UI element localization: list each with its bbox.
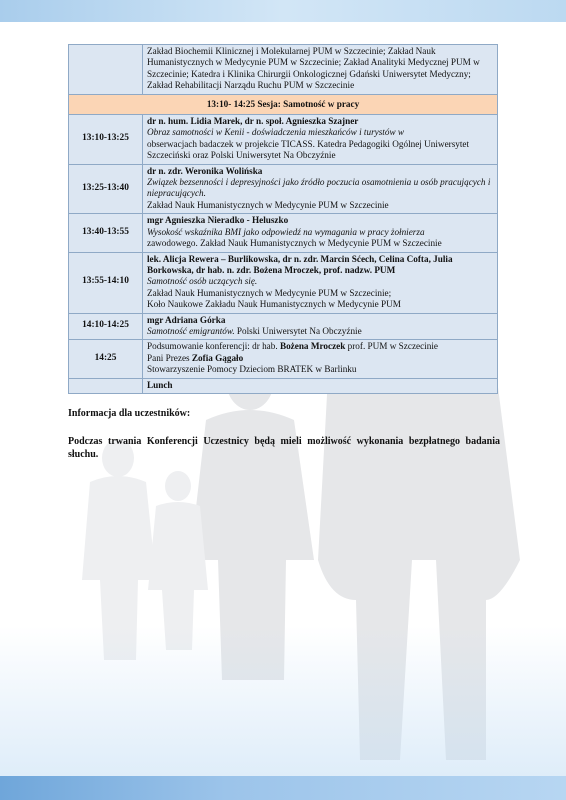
presentation-cell (143, 214, 498, 252)
summary-name-2: Zofia Gągało (191, 352, 244, 363)
presentation-cell (143, 164, 498, 214)
time-cell: 13:40-13:55 (69, 214, 143, 252)
summary-prefix-2: Pani Prezes (147, 352, 190, 363)
time-cell: 13:55-14:10 (69, 252, 143, 313)
summary-cell (143, 340, 498, 378)
talk-title: Wysokość wskaźnika BMI jako odpowiedź na wymagania w pracy żołnierza (147, 226, 425, 237)
table-row (69, 252, 498, 313)
table-row (69, 164, 498, 214)
affiliation-text: Zakład Biochemii Klinicznej i Molekularnej PUM w Szczecinie; Zakład Nauk Humanistycznych w Medycynie PUM w Szczecinie; Zakład Analityki Medycznej PUM w Szczecinie; Katedra i Klinika Chirurgii Onkologicznej Gdański Uniwersytet Medyczny; Zakład Rehabilitacji Narządu Ruchu PUM w Szczecinie (147, 46, 480, 91)
speakers: dr n. zdr. Weronika Wolińska (147, 165, 263, 176)
session-title: 13:10- 14:25 Sesja: Samotność w pracy (69, 94, 498, 114)
presentation-cell (143, 313, 498, 340)
speakers: dr n. hum. Lidia Marek, dr n. społ. Agnieszka Szajner (147, 116, 359, 127)
table-row (69, 115, 498, 165)
affiliation: Zakład Nauk Humanistycznych w Medycynie PUM w Szczecinie; (147, 287, 392, 298)
lunch-cell (143, 378, 498, 393)
presentation-cell (143, 252, 498, 313)
affiliation-second: Koło Naukowe Zakładu Nauk Humanistycznych w Medycynie PUM (147, 299, 401, 310)
talk-title: Związek bezsenności i depresyjności jako źródło poczucia osamotnienia u osób pracujących i niepracujących. (147, 177, 491, 199)
affiliation: Polski Uniwersytet Na Obczyźnie (236, 325, 362, 336)
summary-suffix: prof. PUM w Szczecinie (347, 341, 438, 352)
table-row (69, 378, 498, 393)
summary-name: Bożena Mroczek (279, 341, 346, 352)
info-heading: Informacja dla uczestników: (68, 407, 191, 419)
summary-organization: Stowarzyszenie Pomocy Dzieciom BRATEK w Barlinku (147, 364, 357, 375)
talk-title: Samotność osób uczących się. (147, 276, 258, 287)
bottom-gradient-glow (0, 626, 566, 776)
table-row (69, 214, 498, 252)
table-row (69, 313, 498, 340)
info-text: Podczas trwania Konferencji Uczestnicy będą mieli możliwość wykonania bezpłatnego badania słuchu. (68, 436, 500, 460)
time-cell-empty (69, 378, 143, 393)
affiliation: obserwacjach badaczek w projekcie TICASS. Katedra Pedagogiki Ogólnej Uniwersytet Szczeciński oraz Polski Uniwersytet Na Obczyźnie (147, 138, 470, 161)
participant-info (68, 408, 500, 462)
time-cell-empty (69, 45, 143, 95)
session-header-row (69, 94, 498, 114)
talk-title: Obraz samotności w Kenii - doświadczenia mieszkańców i turystów w (147, 127, 404, 138)
summary-prefix: Podsumowanie konferencji: dr hab. (147, 341, 278, 352)
title-and-affiliation (147, 326, 493, 337)
summary-line-2 (147, 353, 493, 364)
speakers: lek. Alicja Rewera – Burlikowska, dr n. zdr. Marcin Sćech, Celina Cofta, Julia Borkowska, dr hab. n. zdr. Bożena Mroczek, prof. nadzw. PUM (147, 253, 453, 275)
table-row (69, 45, 498, 95)
presentation-cell (143, 115, 498, 165)
speakers: mgr Adriana Górka (147, 314, 226, 325)
talk-title: Samotność emigrantów. (147, 325, 235, 336)
lunch-label: Lunch (147, 379, 173, 390)
speakers: mgr Agnieszka Nieradko - Heluszko (147, 215, 289, 226)
affiliation-cell (143, 45, 498, 95)
time-cell: 14:25 (69, 340, 143, 378)
time-cell: 13:10-13:25 (69, 115, 143, 165)
time-cell: 14:10-14:25 (69, 313, 143, 340)
affiliation: Zakład Nauk Humanistycznych w Medycynie PUM w Szczecinie (147, 199, 389, 210)
affiliation: zawodowego. Zakład Nauk Humanistycznych w Medycynie PUM w Szczecinie (147, 238, 442, 249)
summary-line-1 (147, 341, 493, 352)
conference-program-table (68, 44, 498, 394)
table-row (69, 340, 498, 378)
time-cell: 13:25-13:40 (69, 164, 143, 214)
page-content (68, 44, 500, 477)
bottom-decorative-band (0, 776, 566, 800)
